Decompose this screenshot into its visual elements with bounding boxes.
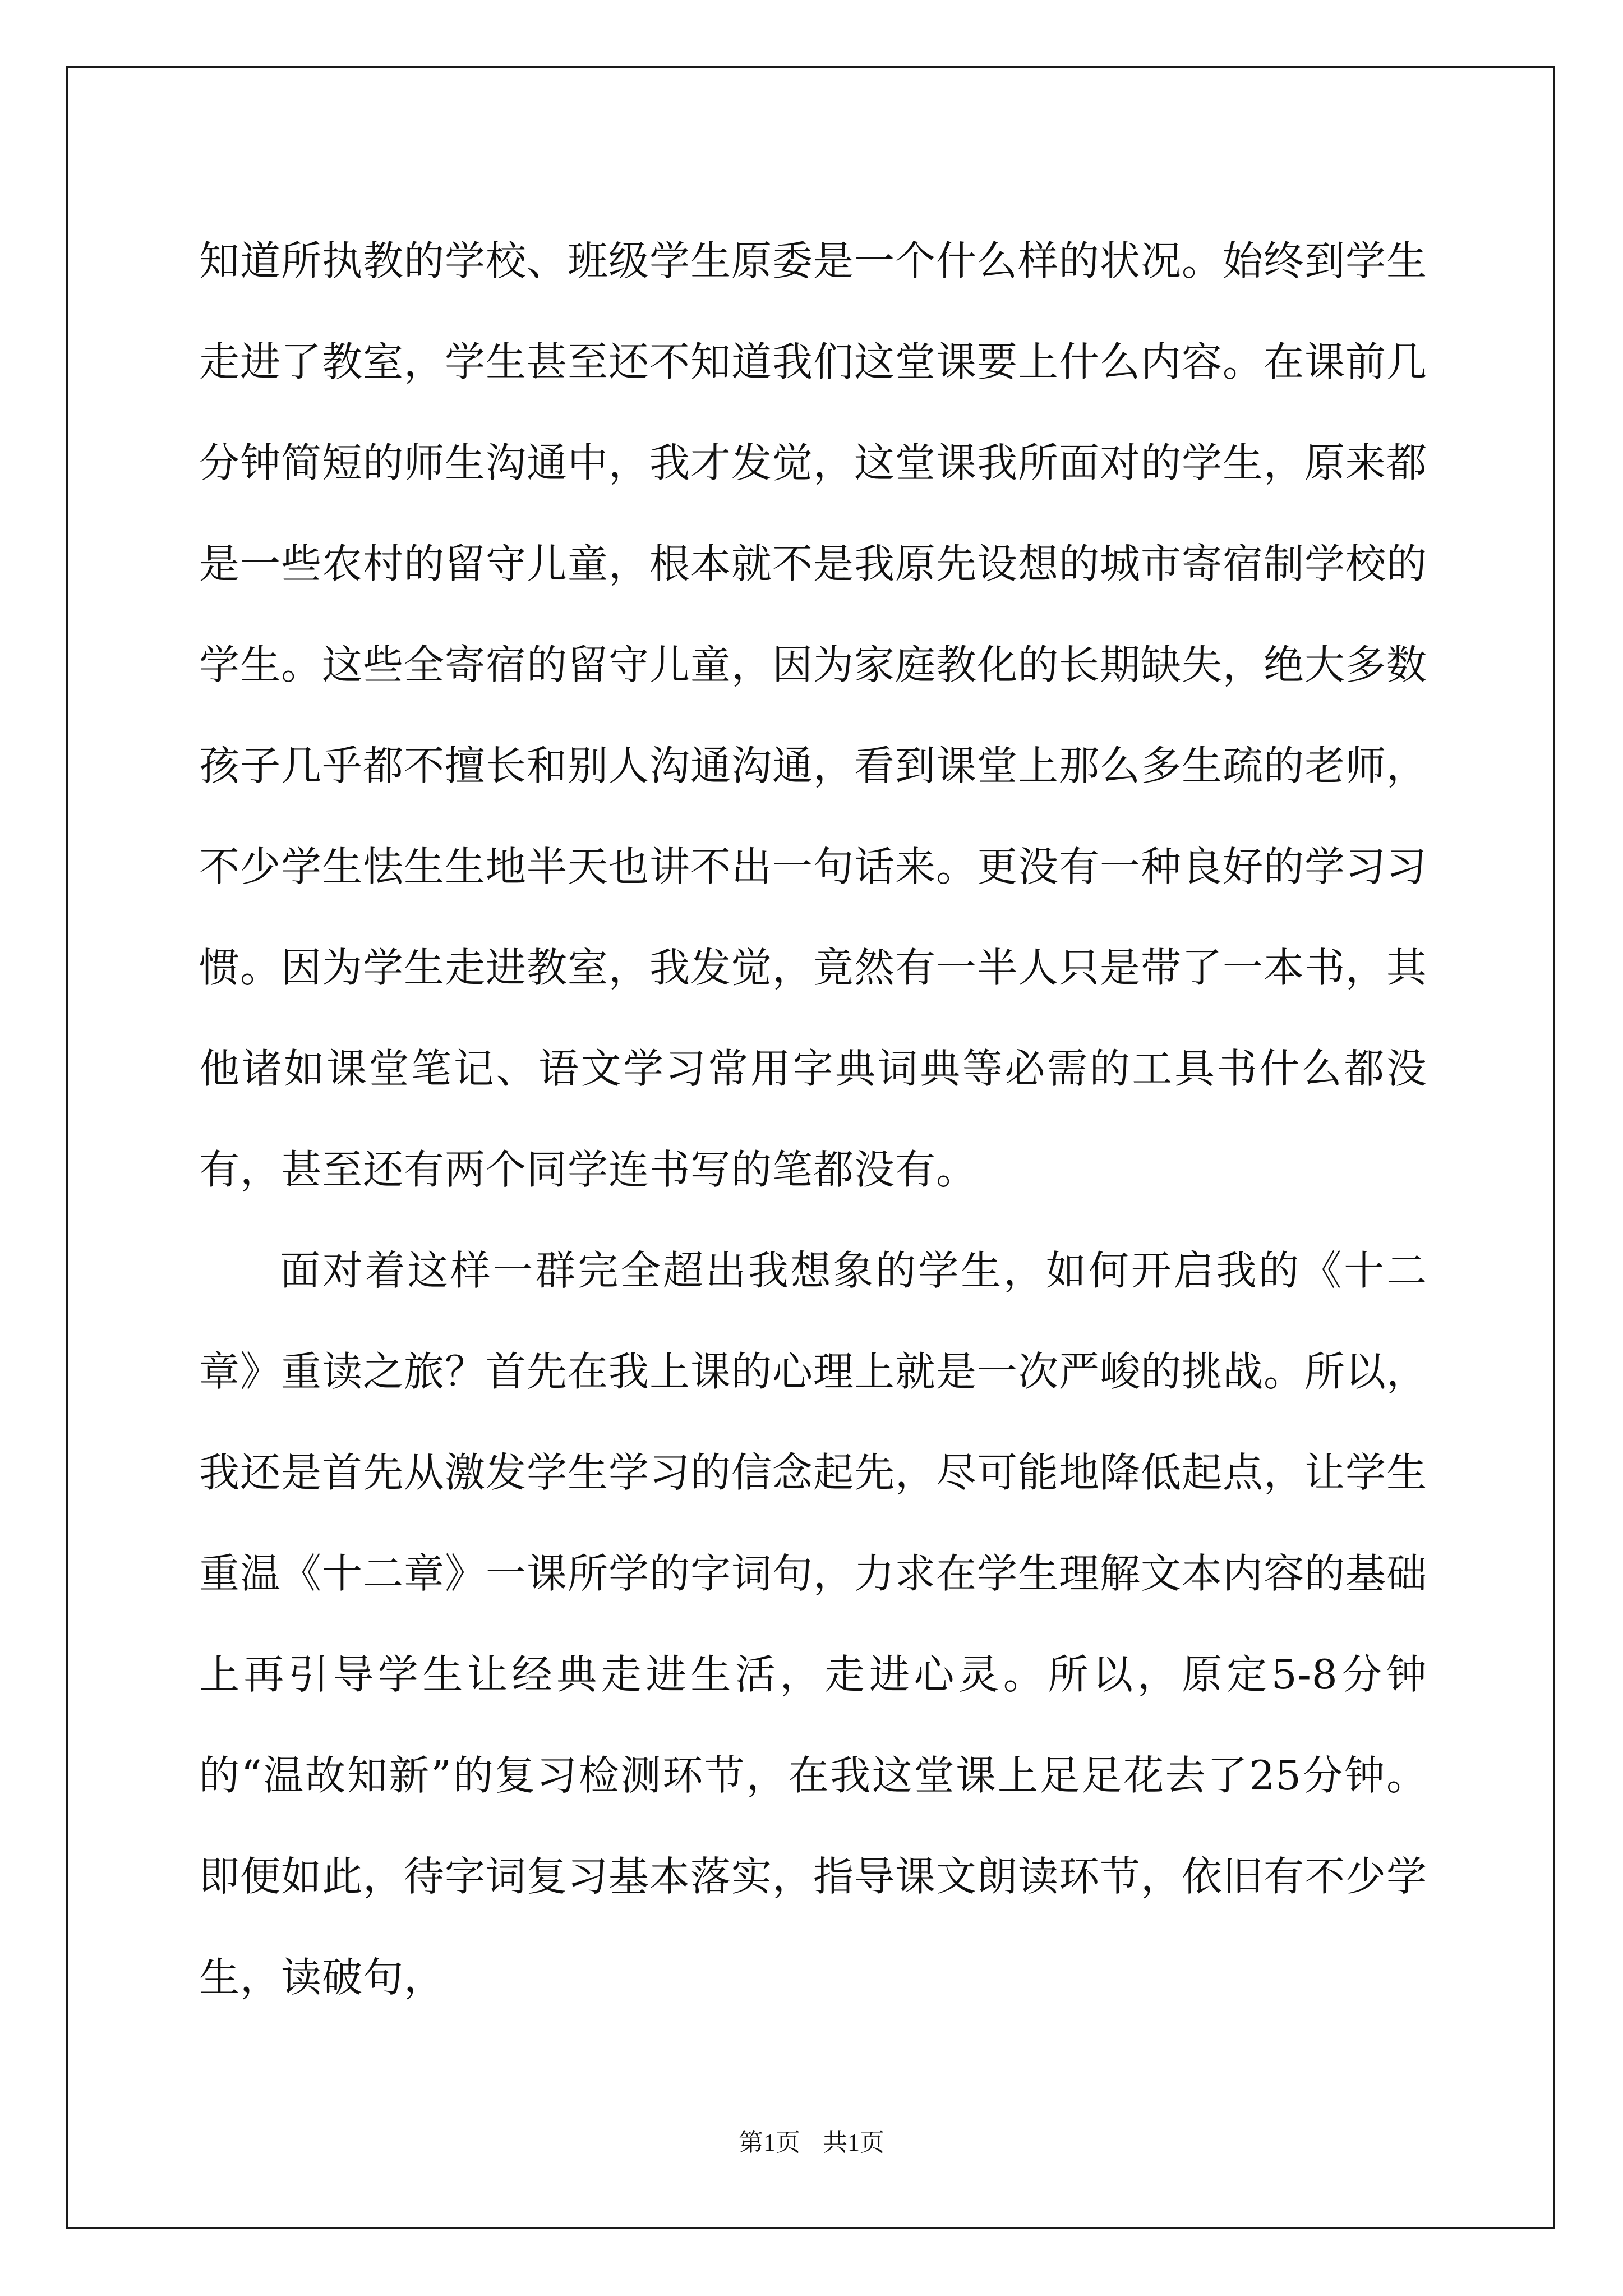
paragraph-1: 知道所执教的学校、班级学生原委是一个什么样的状况。始终到学生走进了教室，学生甚至还不知道我们这堂课要上什么内容。在课前几分钟简短的师生沟通中，我才发觉，这堂课我所面对的学生，原来都是一些农村的留守儿童，根本就不是我原先设想的城市寄宿制学校的学生。这些全寄宿的留守儿童，因为家庭教化的长期缺失，绝大多数孩子几乎都不擅长和别人沟通沟通，看到课堂上那么多生疏的老师，不少学生怯生生地半天也讲不出一句话来。更没有一种良好的学习习惯。因为学生走进教室，我发觉，竟然有一半人只是带了一本书，其他诸如课堂笔记、语文学习常用字典词典等必需的工具书什么都没有，甚至还有两个同学连书写的笔都没有。	[199, 237, 1428, 1193]
page-total: 共1页	[823, 2129, 884, 2156]
document-body	[199, 210, 1427, 2028]
paragraph-2: 面对着这样一群完全超出我想象的学生，如何开启我的《十二章》重读之旅？首先在我上课的心理上就是一次严峻的挑战。所以，我还是首先从激发学生学习的信念起先，尽可能地降低起点，让学生重温《十二章》一课所学的字词句，力求在学生理解文本内容的基础上再引导学生让经典走进生活，走进心灵。所以，原定5-8分钟的“温故知新”的复习检测环节，在我这堂课上足足花去了25分钟。即便如此，待字词复习基本落实，指导课文朗读环节，依旧有不少学生，读破句，	[199, 1247, 1428, 2001]
page-number: 第1页	[739, 2129, 800, 2156]
page-footer	[0, 2126, 1623, 2160]
